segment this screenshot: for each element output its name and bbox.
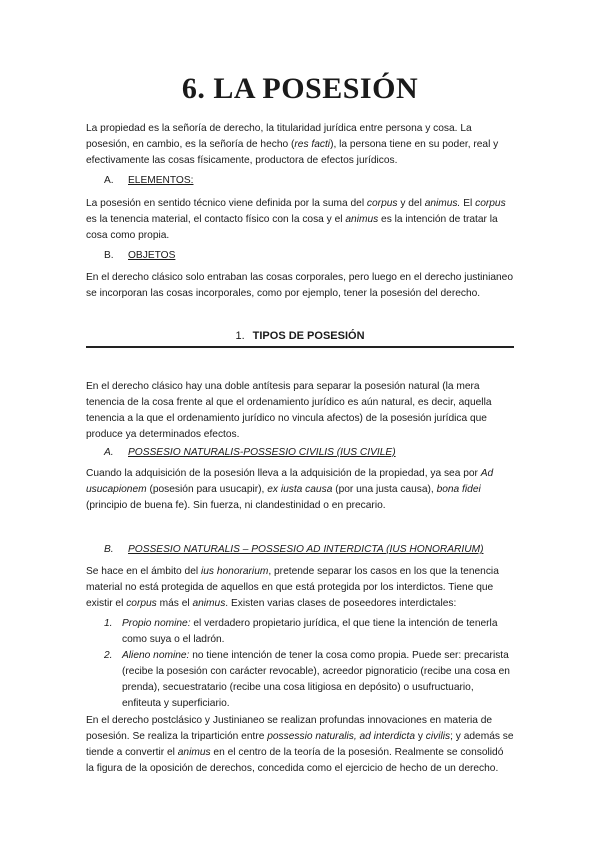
- list-item: 1. Propio nomine: el verdadero propietario jurídica, el que tiene la intención de tenerla como suya o el ladrón.: [104, 618, 498, 645]
- subheading-possesio-interdicta: B. POSSESIO NATURALIS – POSSESIO AD INTERDICTA (IUS HONORARIUM): [104, 544, 484, 555]
- objetos-paragraph: En el derecho clásico solo entraban las cosas corporales, pero luego en el derecho justinianeo se incorporan las cosas incorporales, como por ejemplo, tener la posesión del derecho.: [86, 272, 514, 299]
- tipos-intro-paragraph: En el derecho clásico hay una doble antítesis para separar la posesión natural (la mera tenencia de la cosa frente al que el ordenamiento jurídico es aún natural, es decir, aquella tenencia a la que el ordenamiento jurídico no vincula afectos) de la posesión jurídica que produce ya determinados efectos.: [86, 381, 492, 440]
- closing-paragraph: En el derecho postclásico y Justinianeo se realizan profundas innovaciones en materia de posesión. Se realiza la tripartición entre possessio naturalis, ad interdicta y civilis; y además se tiende a convertir el animus en el centro de la teoría de la posesión. Realmente se consolidó la figura de la oposición de derechos, concedida como el ejercicio de hecho de un derecho.: [86, 715, 514, 774]
- section-heading-tipos: 1. TIPOS DE POSESIÓN: [235, 330, 365, 342]
- page-title: 6. LA POSESIÓN: [181, 72, 419, 105]
- elementos-paragraph: La posesión en sentido técnico viene definida por la suma del corpus y del animus. El corpus es la tenencia material, el contacto físico con la cosa y el animus es la intención de tratar la cosa como propia.: [86, 198, 506, 241]
- section-divider: [86, 346, 514, 348]
- subheading-objetos: B. OBJETOS: [104, 250, 176, 261]
- possesio-civilis-paragraph: Cuando la adquisición de la posesión lleva a la adquisición de la propiedad, ya sea por Ad usucapionem (posesión para usucapir), ex iusta causa (por una justa causa), bona fidei (principio de buena fe). Sin fuerza, ni clandestinidad o en precario.: [86, 468, 494, 511]
- list-item: 2. Alieno nomine: no tiene intención de tener la cosa como propia. Puede ser: precarista (recibe la posesión con carácter revocable), acreedor pignoraticio (recibe una cosa en prenda), secuestratario (recibe una cosa litigiosa en depósito) o usufructuario, enfiteuta y superficiario.: [104, 650, 510, 709]
- intro-paragraph: La propiedad es la señoría de derecho, la titularidad jurídica entre persona y cosa. La posesión, en cambio, es la señoría de hecho (res facti), la persona tiene en su poder, real y efectivamente las cosas físicamente, productora de efectos jurídicos.: [86, 123, 499, 166]
- subheading-possesio-civilis: A. POSSESIO NATURALIS-POSSESIO CIVILIS (IUS CIVILE): [104, 447, 396, 458]
- possesio-interdicta-paragraph: Se hace en el ámbito del ius honorarium, pretende separar los casos en los que la tenencia material no está protegida de aquellos en que está protegida por los interdictos. Tiene que existir el corpus más el animus. Existen varias clases de poseedores interdictales:: [86, 566, 499, 609]
- subheading-elementos: A. ELEMENTOS:: [104, 175, 194, 186]
- poseedores-list: [104, 616, 514, 712]
